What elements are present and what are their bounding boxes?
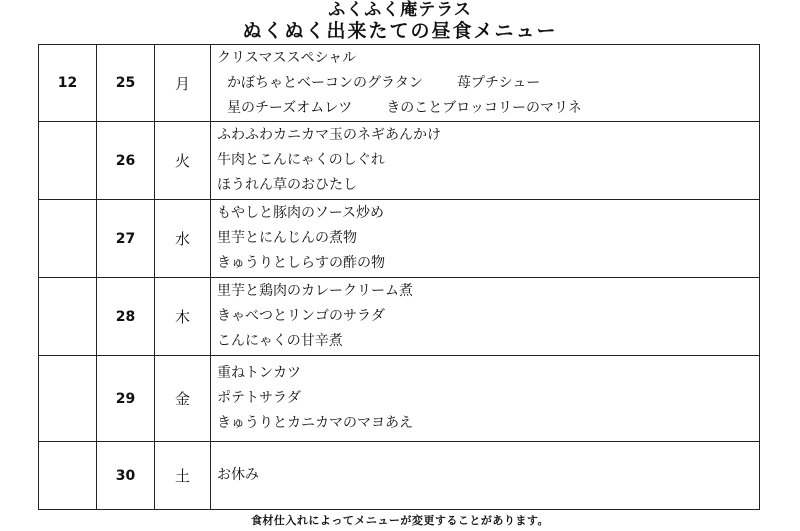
day-cell: 29: [97, 356, 155, 442]
table-row: [39, 200, 760, 278]
month-cell: [39, 200, 97, 278]
day-cell: 26: [97, 122, 155, 200]
table-row: [39, 122, 760, 200]
menu-table: [38, 44, 760, 510]
menu-item: 里芋と鶏肉のカレークリーム煮: [217, 283, 413, 299]
menu-items-cell: [211, 45, 760, 122]
menu-item: きゅうりとしらすの酢の物: [217, 255, 385, 271]
day-cell: 28: [97, 278, 155, 356]
menu-items-cell: [211, 278, 760, 356]
table-row: [39, 278, 760, 356]
menu-item: 苺プチシュー: [456, 74, 541, 91]
weekday-cell: 木: [155, 278, 211, 356]
menu-item: 里芋とにんじんの煮物: [217, 230, 357, 246]
menu-item: 星のチーズオムレツ: [227, 99, 353, 116]
day-cell: 27: [97, 200, 155, 278]
day-cell: 30: [97, 442, 155, 510]
menu-item-line: [211, 96, 759, 121]
month-cell: [39, 122, 97, 200]
month-cell: [39, 442, 97, 510]
menu-item: きゅうりとカニカマのマヨあえ: [217, 415, 413, 431]
menu-item: きのことブロッコリーのマリネ: [386, 99, 582, 116]
menu-item-line: [211, 71, 759, 96]
weekday-cell: 土: [155, 442, 211, 510]
menu-item: かぼちゃとベーコンのグラタン: [227, 74, 423, 91]
menu-items-cell: [211, 442, 760, 510]
menu-item: ポテトサラダ: [217, 390, 301, 406]
menu-item: 重ねトンカツ: [217, 365, 301, 381]
day-cell: 25: [97, 45, 155, 122]
menu-items-cell: [211, 200, 760, 278]
menu-item: きゃべつとリンゴのサラダ: [217, 308, 385, 324]
menu-items-cell: [211, 356, 760, 442]
weekday-cell: 水: [155, 200, 211, 278]
table-row: [39, 356, 760, 442]
menu-item: クリスマススペシャル: [217, 49, 357, 66]
menu-item: ふわふわカニカマ玉のネギあんかけ: [217, 127, 441, 143]
menu-item: ほうれん草のおひたし: [217, 177, 357, 193]
menu-item: もやしと豚肉のソース炒め: [217, 205, 385, 221]
menu-item: こんにゃくの甘辛煮: [217, 333, 343, 349]
menu-items-cell: [211, 122, 760, 200]
table-row: [39, 442, 760, 510]
month-cell: [39, 278, 97, 356]
month-cell: 12: [39, 45, 97, 122]
cafe-name: ふくふく庵テラス: [328, 0, 472, 20]
weekday-cell: 金: [155, 356, 211, 442]
menu-item: 牛肉とこんにゃくのしぐれ: [217, 152, 385, 168]
table-row: [39, 45, 760, 122]
menu-title: ぬくぬく出来たての昼食メニュー: [242, 20, 558, 42]
menu-item: お休み: [217, 467, 259, 483]
weekday-cell: 月: [155, 45, 211, 122]
footer-note: 食材仕入れによってメニューが変更することがあります。: [250, 514, 550, 527]
month-cell: [39, 356, 97, 442]
weekday-cell: 火: [155, 122, 211, 200]
